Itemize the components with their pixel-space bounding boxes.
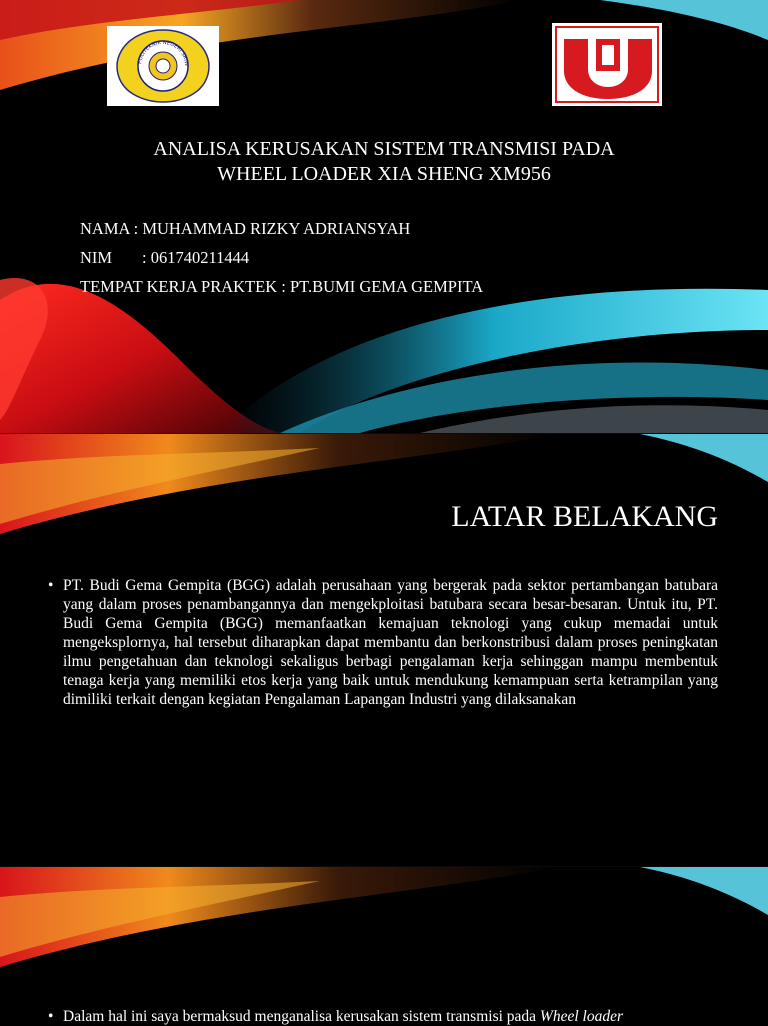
- section-title: LATAR BELAKANG: [451, 500, 718, 533]
- bullet-text: [63, 1007, 718, 1026]
- polsri-ring-text: POLITEKNIK NEGERI SRIW: [137, 39, 190, 67]
- internship-place: TEMPAT KERJA PRAKTEK : PT.BUMI GEMA GEMPITA: [80, 277, 484, 296]
- bullet-text-italic: Wheel loader: [539, 1008, 623, 1025]
- bullet-text-start: Dalam hal ini saya bermaksud menganalisa kerusakan sistem transmisi pada: [63, 1008, 537, 1025]
- bullet-icon: •: [48, 1008, 54, 1025]
- partial-slide: [0, 867, 768, 1024]
- nim-label: NIM: [80, 248, 113, 267]
- bullet-item: [48, 1007, 718, 1026]
- bullet-icon: •: [48, 577, 54, 594]
- company-logo: [552, 23, 662, 106]
- polsri-emblem-icon: [107, 26, 219, 106]
- swoosh-background: [0, 867, 768, 1024]
- title-line-2: WHEEL LOADER XIA SHENG XM956: [217, 163, 551, 185]
- title-slide: [0, 0, 768, 433]
- title-line-1: ANALISA KERUSAKAN SISTEM TRANSMISI PADA: [153, 138, 615, 160]
- nim-value: : 061740211444: [142, 248, 250, 267]
- bullet-text: PT. Budi Gema Gempita (BGG) adalah perusahaan yang bergerak pada sektor pertambangan batubara yang dalam proses penambangannya dan mengekploitasi batubara secara besar-besaran. Untuk itu, PT. Budi Gema Gempita (BGG) memanfaatkan kemajuan teknologi yang cukup memadai untuk mengeksplornya, hal tersebut diharapkan dapat membantu dan berkonstribusi dalam proses peningkatan ilmu pengetahuan dan teknologi sekaligus berbagi pengalaman kerja sehinggan mampu membentuk tenaga kerja yang memiliki etos kerja yang baik untuk mendukung kemampuan serta ketrampilan yang dimiliki terkait dengan kegiatan Pengalaman Lapangan Industri yang dilaksanakan: [63, 577, 718, 708]
- student-name: NAMA : MUHAMMAD RIZKY ADRIANSYAH: [80, 219, 411, 238]
- company-emblem-icon: [552, 23, 662, 106]
- polsri-logo: [107, 26, 219, 106]
- presentation-title: [60, 137, 708, 187]
- bullet-item: [48, 576, 718, 709]
